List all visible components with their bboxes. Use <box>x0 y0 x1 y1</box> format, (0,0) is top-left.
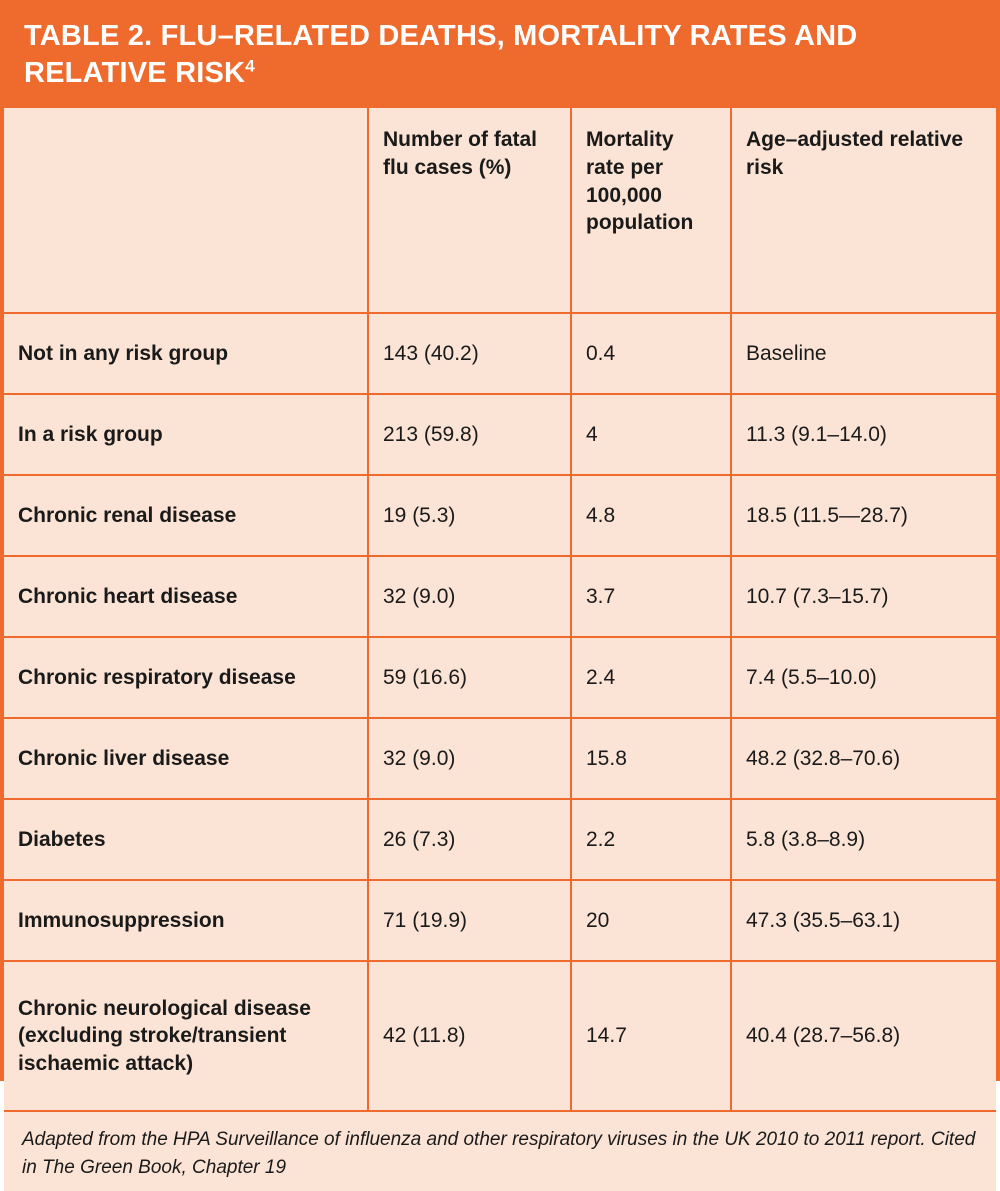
table-title-reference: 4 <box>245 56 255 76</box>
table-header <box>4 108 996 313</box>
header-row <box>4 108 996 313</box>
row-label: Diabetes <box>4 799 368 880</box>
row-rate: 14.7 <box>571 961 731 1111</box>
row-label: Chronic neurological disease (excluding stroke/transient ischaemic attack) <box>4 961 368 1111</box>
table-row <box>4 637 996 718</box>
row-cases: 59 (16.6) <box>368 637 571 718</box>
row-rate: 4 <box>571 394 731 475</box>
row-cases: 213 (59.8) <box>368 394 571 475</box>
row-cases: 143 (40.2) <box>368 313 571 394</box>
table-row <box>4 880 996 961</box>
row-rate: 3.7 <box>571 556 731 637</box>
row-cases: 19 (5.3) <box>368 475 571 556</box>
table-row <box>4 961 996 1111</box>
table-row <box>4 475 996 556</box>
row-cases: 32 (9.0) <box>368 718 571 799</box>
row-rate: 4.8 <box>571 475 731 556</box>
table-title <box>4 4 996 108</box>
row-label: Chronic liver disease <box>4 718 368 799</box>
table-footnote: Adapted from the HPA Surveillance of influenza and other respiratory viruses in the UK 2010 to 2011 report. Cited in The Green Book, Chapter 19 <box>4 1112 996 1191</box>
row-rate: 2.4 <box>571 637 731 718</box>
column-header-blank <box>4 108 368 313</box>
table-row <box>4 313 996 394</box>
row-label: In a risk group <box>4 394 368 475</box>
row-risk: 47.3 (35.5–63.1) <box>731 880 996 961</box>
row-rate: 15.8 <box>571 718 731 799</box>
table-row <box>4 718 996 799</box>
row-risk: Baseline <box>731 313 996 394</box>
row-risk: 11.3 (9.1–14.0) <box>731 394 996 475</box>
row-risk: 10.7 (7.3–15.7) <box>731 556 996 637</box>
row-cases: 42 (11.8) <box>368 961 571 1111</box>
row-label: Chronic renal disease <box>4 475 368 556</box>
table-title-text: TABLE 2. FLU–RELATED DEATHS, MORTALITY RATES AND RELATIVE RISK <box>24 20 858 90</box>
table-row <box>4 799 996 880</box>
row-rate: 20 <box>571 880 731 961</box>
row-risk: 7.4 (5.5–10.0) <box>731 637 996 718</box>
table-row <box>4 394 996 475</box>
row-risk: 40.4 (28.7–56.8) <box>731 961 996 1111</box>
row-cases: 71 (19.9) <box>368 880 571 961</box>
column-header-cases: Number of fatal flu cases (%) <box>368 108 571 313</box>
row-label: Not in any risk group <box>4 313 368 394</box>
row-rate: 0.4 <box>571 313 731 394</box>
column-header-rate: Mortality rate per 100,000 population <box>571 108 731 313</box>
row-label: Chronic heart disease <box>4 556 368 637</box>
row-label: Chronic respiratory disease <box>4 637 368 718</box>
column-header-risk: Age–adjusted relative risk <box>731 108 996 313</box>
row-label: Immunosuppression <box>4 880 368 961</box>
row-cases: 26 (7.3) <box>368 799 571 880</box>
flu-deaths-table <box>4 108 996 1112</box>
row-risk: 48.2 (32.8–70.6) <box>731 718 996 799</box>
row-cases: 32 (9.0) <box>368 556 571 637</box>
table-row <box>4 556 996 637</box>
row-risk: 5.8 (3.8–8.9) <box>731 799 996 880</box>
table-body <box>4 313 996 1111</box>
row-risk: 18.5 (11.5—28.7) <box>731 475 996 556</box>
row-rate: 2.2 <box>571 799 731 880</box>
